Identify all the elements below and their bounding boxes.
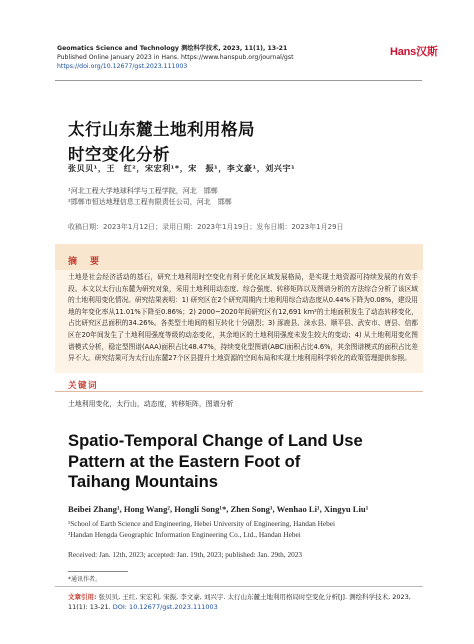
logo-chinese-text: 汉斯 [416, 46, 438, 58]
keywords-text: 土地利用变化，太行山，动态度，转移矩阵，图谱分析 [68, 400, 234, 408]
keywords-heading: 关键词 [68, 381, 99, 391]
journal-line: Geomatics Science and Technology 测绘科学技术, 2023, 11(1), 13-21 [57, 45, 288, 52]
english-title-line-1: Spatio-Temporal Change of Land Use [68, 431, 363, 450]
citation-text: 张贝贝, 王红, 宋宏利, 宋振, 李文豪, 刘兴宇. 太行山东麓土地利用格局时空变化分析[J]. 测绘科学技术, 2023, 11(1): 13-21. [68, 593, 411, 612]
english-affiliation-2: ²Handan Hengda Geographic Information Engineering Co., Ltd., Handan Hebei [68, 530, 301, 539]
chinese-title-line-2: 时空变化分析 [68, 145, 170, 164]
doi-link[interactable]: https://doi.org/10.12677/gst.2023.111003 [57, 63, 188, 71]
chinese-title [68, 117, 255, 167]
english-title-line-2: Pattern at the Eastern Foot of [68, 451, 301, 471]
citation-block [68, 592, 423, 613]
english-affiliation-1: ¹School of Earth Science and Engineering, Hebei University of Engineering, Handan Hebei [68, 519, 336, 528]
abstract-header-band [55, 244, 423, 270]
citation-label: 文章引用: [68, 593, 97, 601]
abstract-heading: 摘 要 [68, 257, 102, 267]
journal-header [57, 44, 357, 72]
citation-divider [55, 586, 423, 587]
publisher-logo [390, 43, 438, 59]
logo-hans-text: Hans [390, 46, 417, 58]
english-title [68, 431, 363, 493]
abstract-text: 土地是社会经济活动的基石，研究土地利用时空变化有利于优化区域发展格局，是实现土地资源可持续发展的有效手段。本文以太行山东麓为研究对象，采用土地利用动态度、综合强度、转移矩阵以及图谱分析的方法综合分析了该区域的土地利用变化情况。研究结果表明：1) 研究区在2个研究周期内土地利用综合动态度从0.44%下降为0.08%，建设用地的年变化率从11.01%下降至0.86%；2) 2000~2020年间研究区有12,691 km²的土地面积发生了动态转移变化，占比研究区总面积的34.26%。各类型土地间的相互转化十分剧烈；3) 涿鹿县、涞水县、顺平县、武安市、唐县、信都区在20年间发生了土地利用强度等级的动态变化，其余地区的土地利用强度未发生较大的变动；4) 从土地利用变化图谱模式分析，稳定型图谱(AAA)面积占比48.47%，持续变化型图谱(ABC)面积占比4.6%，其余图谱模式的面积占比差异不大。研究结果可为太行山东麓27个区县提升土地资源的空间布局和实现土地利用科学转化的政策管理提供参照。 [68, 273, 418, 363]
corresponding-author-note: *通讯作者。 [68, 576, 102, 583]
keywords-divider [55, 391, 423, 392]
header-divider [55, 80, 422, 81]
citation-doi-link[interactable]: DOI: 10.12677/gst.2023.111003 [112, 603, 218, 612]
published-line: Published Online January 2023 in Hans. https://www.hanspub.org/journal/gst [57, 54, 294, 62]
chinese-authors: 张贝贝¹，王 红²，宋宏利¹*，宋 振¹，李文豪¹，刘兴宇¹ [68, 164, 296, 173]
chinese-affiliation-1: ¹河北工程大学地球科学与工程学院，河北 邯郸 [68, 187, 218, 195]
chinese-dates: 收稿日期：2023年1月12日；录用日期：2023年1月19日；发布日期：2023年1月29日 [68, 223, 344, 231]
footnote-divider [68, 571, 128, 572]
english-authors: Beibei Zhang¹, Hong Wang², Hongli Song¹*, Zhen Song¹, Wenhao Li¹, Xingyu Liu¹ [68, 504, 369, 514]
english-dates: Received: Jan. 12th, 2023; accepted: Jan. 19th, 2023; published: Jan. 29th, 2023 [68, 550, 303, 559]
english-title-line-3: Taihang Mountains [68, 472, 218, 492]
chinese-affiliation-2: ²邯郸市恒达地理信息工程有限责任公司，河北 邯郸 [68, 198, 232, 206]
chinese-title-line-1: 太行山东麓土地利用格局 [68, 120, 255, 139]
